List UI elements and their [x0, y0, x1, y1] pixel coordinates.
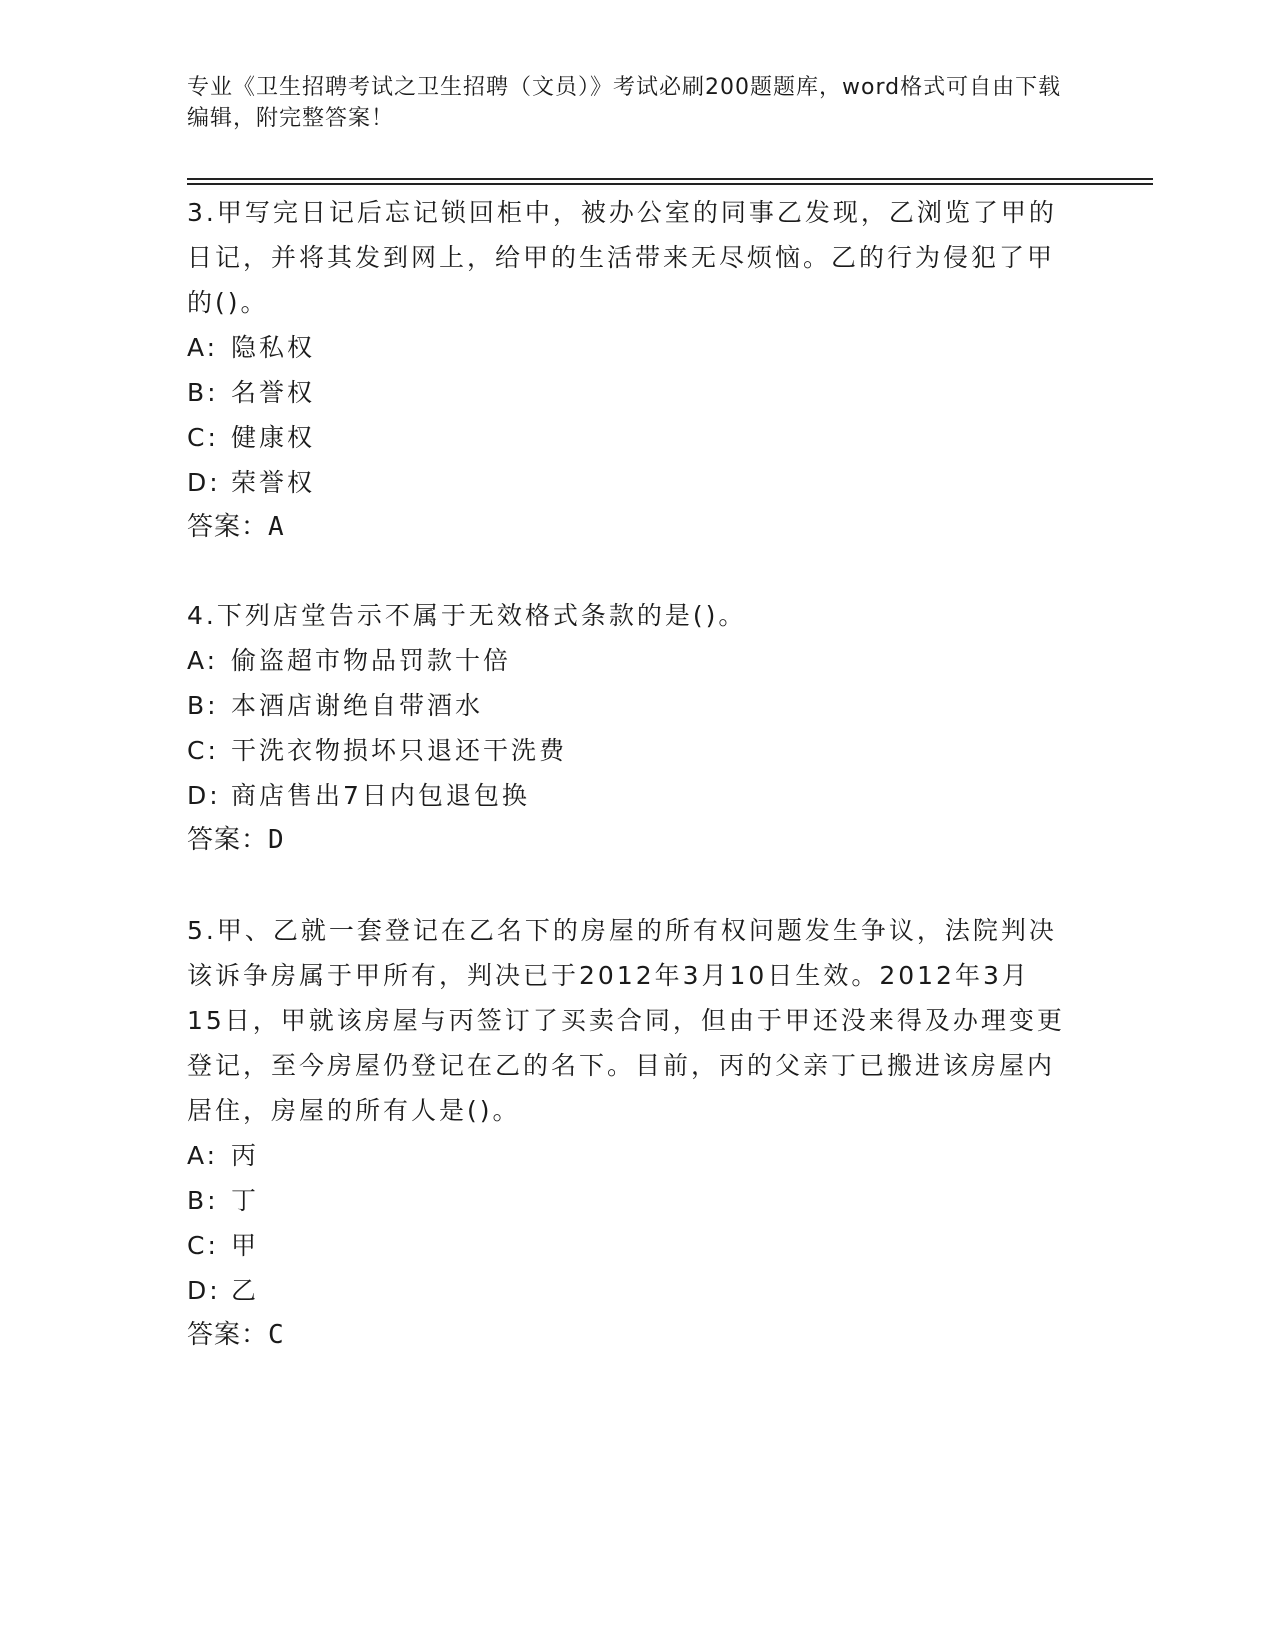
- option-b: [187, 1178, 1067, 1223]
- option-key: A:: [187, 333, 219, 362]
- question-stem: 5.甲、乙就一套登记在乙名下的房屋的所有权问题发生争议，法院判决该诉争房属于甲所有，判决已于2012年3月10日生效。2012年3月15日，甲就该房屋与丙签订了买卖合同，但由于甲还没来得及办理变更登记，至今房屋仍登记在乙的名下。目前，丙的父亲丁已搬进该房屋内居住，房屋的所有人是()。: [187, 916, 1065, 1125]
- question-4: [187, 593, 1067, 863]
- option-text: 本酒店谢绝自带酒水: [231, 691, 484, 720]
- option-d: [187, 460, 1067, 505]
- answer-value: A: [268, 512, 285, 542]
- document-header: 专业《卫生招聘考试之卫生招聘（文员）》考试必刷200题题库，word格式可自由下载编辑，附完整答案！: [187, 75, 1062, 131]
- option-key: C:: [187, 736, 219, 765]
- question-stem: 3.甲写完日记后忘记锁回柜中，被办公室的同事乙发现，乙浏览了甲的日记，并将其发到网上，给甲的生活带来无尽烦恼。乙的行为侵犯了甲的()。: [187, 198, 1057, 317]
- answer-label: 答案：: [187, 512, 269, 542]
- option-c: [187, 728, 1067, 773]
- option-key: B:: [187, 691, 219, 720]
- option-text: 甲: [231, 1231, 260, 1260]
- option-text: 隐私权: [231, 333, 316, 362]
- option-text: 名誉权: [231, 378, 316, 407]
- option-d: [187, 1268, 1067, 1313]
- answer-label: 答案：: [187, 825, 269, 855]
- option-key: B:: [187, 1186, 219, 1215]
- answer-line: [187, 505, 1067, 550]
- answer-line: [187, 1313, 1067, 1358]
- option-text: 健康权: [231, 423, 316, 452]
- option-text: 荣誉权: [231, 468, 316, 497]
- option-c: [187, 1223, 1067, 1268]
- option-text: 丙: [231, 1141, 260, 1170]
- answer-line: [187, 818, 1067, 863]
- option-key: D:: [187, 1276, 221, 1305]
- question-stem: 4.下列店堂告示不属于无效格式条款的是()。: [187, 601, 747, 630]
- option-d: [187, 773, 1067, 818]
- option-b: [187, 683, 1067, 728]
- option-text: 偷盗超市物品罚款十倍: [231, 646, 512, 675]
- option-key: D:: [187, 468, 221, 497]
- option-text: 商店售出7日内包退包换: [231, 781, 530, 810]
- option-text: 乙: [231, 1276, 260, 1305]
- option-a: [187, 1133, 1067, 1178]
- option-c: [187, 415, 1067, 460]
- option-key: C:: [187, 423, 219, 452]
- header-divider-top: [187, 178, 1153, 180]
- option-a: [187, 638, 1067, 683]
- option-text: 丁: [231, 1186, 260, 1215]
- option-key: B:: [187, 378, 219, 407]
- option-b: [187, 370, 1067, 415]
- answer-label: 答案：: [187, 1320, 269, 1350]
- option-a: [187, 325, 1067, 370]
- option-key: D:: [187, 781, 221, 810]
- option-text: 干洗衣物损坏只退还干洗费: [231, 736, 568, 765]
- question-5: [187, 908, 1067, 1358]
- question-3: [187, 190, 1067, 550]
- option-key: A:: [187, 1141, 219, 1170]
- answer-value: C: [268, 1320, 285, 1350]
- header-divider-bottom: [187, 183, 1153, 185]
- option-key: A:: [187, 646, 219, 675]
- option-key: C:: [187, 1231, 219, 1260]
- answer-value: D: [268, 825, 285, 855]
